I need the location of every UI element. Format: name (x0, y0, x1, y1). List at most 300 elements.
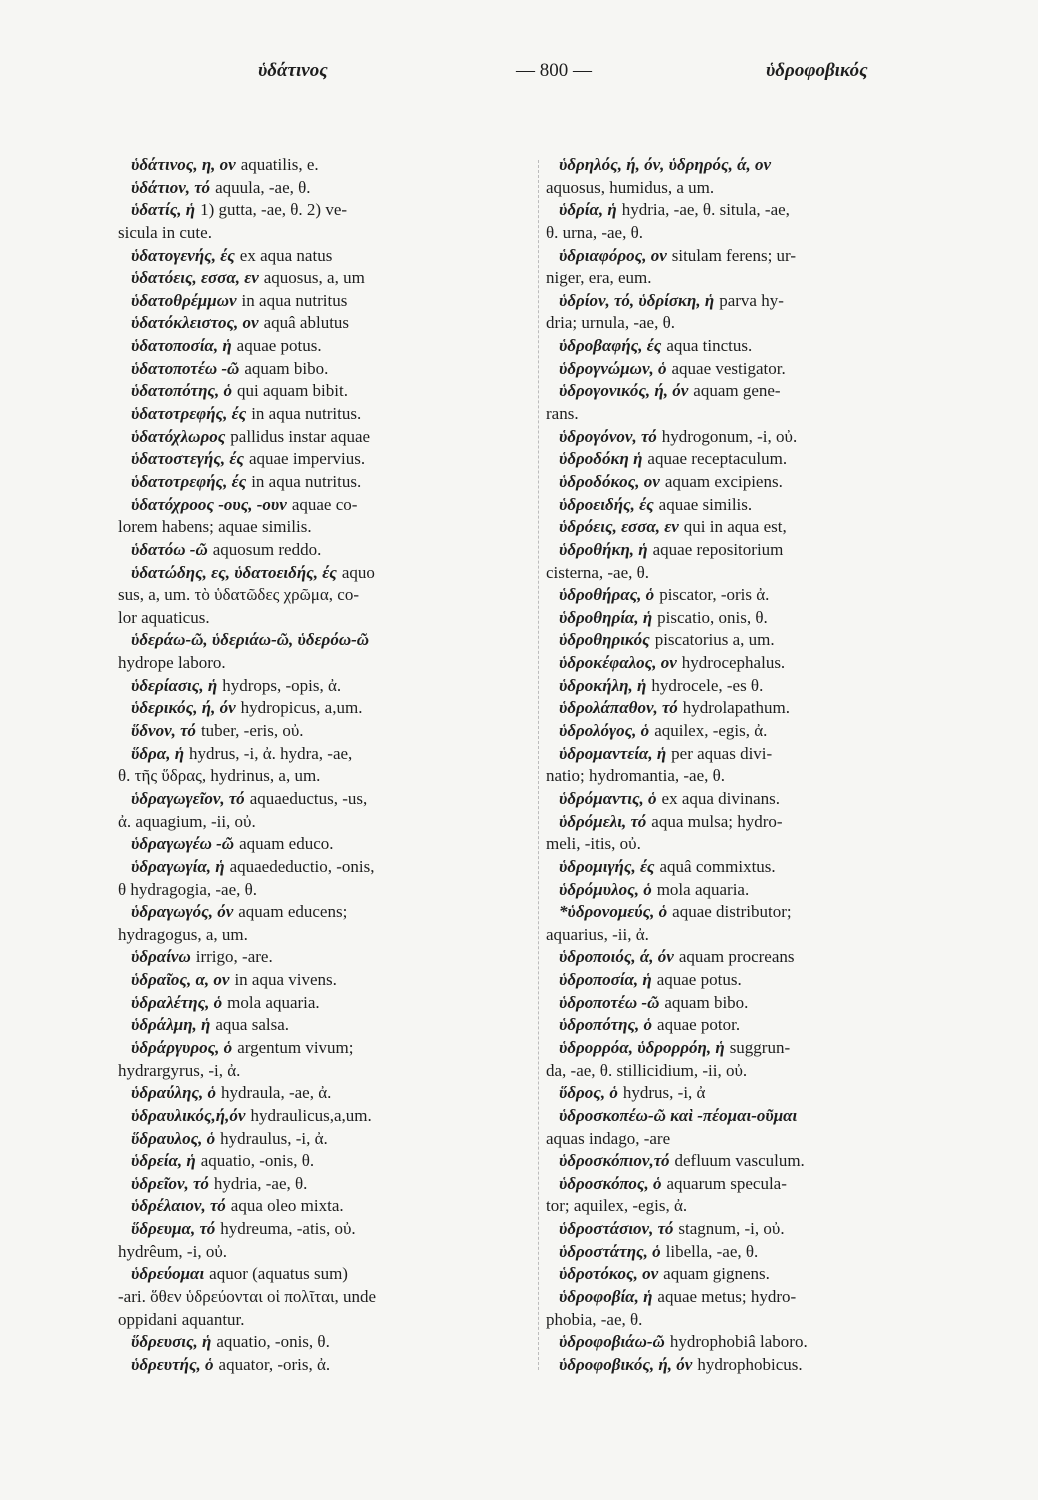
greek-headword: ὑδρία, ἡ (559, 200, 617, 220)
latin-definition: sus, a, um. τὸ ὑδατῶδες χρῶμα, co- (118, 585, 360, 605)
latin-definition: lorem habens; aquae similis. (118, 517, 312, 537)
latin-definition: aqua tinctus. (666, 336, 753, 356)
latin-definition: θ. urna, -ae, θ. (546, 222, 643, 242)
dictionary-entry (118, 1263, 518, 1286)
entry-continuation-line (546, 177, 926, 200)
latin-definition: dria; urnula, -ae, θ. (546, 313, 675, 333)
dictionary-entry (546, 811, 926, 834)
latin-definition: hydreuma, -atis, οὐ. (220, 1219, 356, 1239)
greek-headword: ὑδραγωγός, όν (131, 902, 234, 922)
dictionary-entry (546, 290, 926, 313)
latin-definition: aquam educens; (238, 902, 348, 922)
latin-definition: hydria, -ae, θ. situla, -ae, (621, 200, 790, 220)
latin-definition: qui in aqua est, (683, 517, 787, 537)
entry-continuation-line (546, 924, 926, 947)
latin-definition: aquae repositorium (652, 539, 784, 559)
running-head-last-entry: ὑδροφοβικός (766, 60, 868, 81)
dictionary-entry (118, 743, 518, 766)
latin-definition: hydrocele, -es θ. (651, 675, 764, 695)
greek-headword: ὑδατογενής, ές (131, 245, 235, 265)
dictionary-entry (118, 901, 518, 924)
greek-headword: ὑδροποσία, ἡ (559, 970, 652, 990)
entry-continuation-line (546, 1309, 926, 1332)
dictionary-entry (118, 1218, 518, 1241)
latin-definition: aquaedeductio, -onis, (229, 856, 375, 876)
latin-definition: θ hydragogia, -ae, θ. (118, 879, 258, 899)
latin-definition: natio; hydromantia, -ae, θ. (546, 766, 726, 786)
latin-definition: mola aquaria. (227, 992, 320, 1012)
greek-headword: ὕδραυλος, ὁ (131, 1128, 216, 1148)
dictionary-entry (118, 629, 518, 652)
dictionary-entry (118, 380, 518, 403)
latin-definition: hydrophobiâ laboro. (669, 1332, 808, 1352)
greek-headword: ὑδρομιγής, ές (559, 856, 655, 876)
dictionary-entry (118, 448, 518, 471)
greek-headword: ὑδατόχλωρος (131, 426, 226, 446)
latin-definition: aqua salsa. (215, 1015, 289, 1035)
latin-definition: hydragogus, a, um. (118, 924, 248, 944)
greek-headword: ὑδατοπότης, ὁ (131, 381, 232, 401)
greek-headword: ὑδριαφόρος, ον (559, 245, 667, 265)
greek-headword: ὑδρορρόα, ὑδρορρόη, ἡ (559, 1037, 725, 1057)
latin-definition: hydrophobicus. (697, 1354, 803, 1374)
greek-headword: ὑδραίνω (131, 947, 191, 967)
dictionary-entry (546, 1218, 926, 1241)
greek-headword: ὑδρεῖον, τό (131, 1173, 209, 1193)
latin-definition: aquam gene- (693, 381, 781, 401)
dictionary-entry (546, 448, 926, 471)
dictionary-entry (118, 856, 518, 879)
latin-definition: aquula, -ae, θ. (215, 177, 311, 197)
dictionary-entry (118, 335, 518, 358)
dictionary-entry (546, 245, 926, 268)
dictionary-entry (118, 1014, 518, 1037)
greek-headword: ὕδρα, ἡ (131, 743, 185, 763)
greek-headword: ὑδρόμυλος, ὁ (559, 879, 652, 899)
latin-definition: aquatio, -onis, θ. (200, 1151, 315, 1171)
greek-headword: ὑδροποτέω -ῶ (559, 992, 660, 1012)
latin-definition: aquosum reddo. (212, 539, 322, 559)
entry-continuation-line (546, 222, 926, 245)
entry-continuation-line (546, 267, 926, 290)
latin-definition: aquae receptaculum. (647, 449, 788, 469)
latin-definition: lor aquaticus. (118, 607, 210, 627)
latin-definition: aquae similis. (658, 494, 753, 514)
latin-definition: aquosus, a, um (263, 268, 365, 288)
latin-definition: -ari. ὅθεν ὑδρεύονται οἱ πολῖται, unde (118, 1287, 377, 1307)
latin-definition: argentum vivum; (237, 1037, 354, 1057)
greek-headword: ὑδρολόγος, ὁ (559, 721, 650, 741)
latin-definition: aquae potus. (236, 336, 322, 356)
latin-definition: tor; aquilex, -egis, ἀ. (546, 1196, 688, 1216)
entry-continuation-line (546, 1060, 926, 1083)
dictionary-entry (118, 245, 518, 268)
dictionary-entry (546, 1286, 926, 1309)
dictionary-entry (546, 471, 926, 494)
latin-definition: per aquas divi- (671, 743, 773, 763)
dictionary-entry (118, 471, 518, 494)
dictionary-entry (546, 743, 926, 766)
dictionary-entry (546, 856, 926, 879)
greek-headword: ὑδραγωγεῖον, τό (131, 788, 245, 808)
latin-definition: aquae potus. (656, 970, 742, 990)
latin-definition: aquae vestigator. (671, 358, 786, 378)
latin-definition: ex aqua natus (239, 245, 333, 265)
greek-headword: ὑδραλέτης, ὁ (131, 992, 223, 1012)
latin-definition: defluum vasculum. (674, 1151, 805, 1171)
dictionary-entry (546, 426, 926, 449)
greek-headword: ὑδρίον, τό, ὑδρίσκη, ἡ (559, 290, 715, 310)
latin-definition: meli, -itis, οὐ. (546, 834, 641, 854)
dictionary-entry (118, 177, 518, 200)
dictionary-entry (118, 720, 518, 743)
dictionary-entry (546, 1105, 926, 1128)
greek-headword: ὑδάτινος, η, ον (131, 155, 236, 174)
greek-headword: ὑδρογνώμων, ὁ (559, 358, 667, 378)
latin-definition: tuber, -eris, οὐ. (200, 721, 304, 741)
latin-definition: aquatio, -onis, θ. (216, 1332, 330, 1352)
latin-definition: stagnum, -i, οὐ. (678, 1219, 785, 1239)
running-head-first-entry: ὑδάτινος (258, 60, 328, 81)
greek-headword: ὑδροκήλη, ἡ (559, 675, 647, 695)
entry-continuation-line (546, 833, 926, 856)
greek-headword: ὑδατόκλειστος, ον (131, 313, 259, 333)
dictionary-entry (118, 403, 518, 426)
latin-definition: hydrocephalus. (681, 653, 786, 673)
dictionary-entry (118, 1128, 518, 1151)
greek-headword: ὑδροδόκη ἡ (559, 449, 643, 469)
latin-definition: aquam bibo. (664, 992, 749, 1012)
entry-continuation-line (546, 765, 926, 788)
greek-headword: ὕδρευμα, τό (131, 1219, 216, 1239)
greek-headword: ὑδρευτής, ὁ (131, 1354, 214, 1374)
latin-definition: niger, era, eum. (546, 268, 652, 288)
latin-definition: piscatio, onis, θ. (657, 607, 768, 627)
dictionary-entry (118, 1195, 518, 1218)
dictionary-entry (546, 1241, 926, 1264)
latin-definition: hydraulus, -i, ἀ. (220, 1128, 328, 1148)
greek-headword: ὑδροειδής, ές (559, 494, 654, 514)
latin-definition: piscatorius a, um. (654, 630, 775, 650)
greek-headword: ὑδραγωγέω -ῶ (131, 834, 235, 854)
greek-headword: ὑδατόχροος -ους, -ουν (131, 494, 287, 514)
dictionary-entry (546, 652, 926, 675)
latin-definition: hydraula, -ae, ἀ. (220, 1083, 332, 1103)
dictionary-entry (118, 1150, 518, 1173)
latin-definition: hydrops, -opis, ἀ. (222, 675, 342, 695)
latin-definition: aquarum specula- (666, 1173, 787, 1193)
greek-headword: ὑδρηλός, ή, όν, ὑδρηρός, ά, ον (559, 155, 772, 174)
dictionary-entry (118, 290, 518, 313)
latin-definition: rans. (546, 404, 579, 424)
latin-definition: in aqua nutritus (241, 290, 348, 310)
latin-definition: parva hy- (719, 290, 784, 310)
dictionary-entry (546, 335, 926, 358)
latin-definition: piscator, -oris ἀ. (659, 585, 770, 605)
entry-continuation-line (118, 652, 518, 675)
dictionary-entry (546, 946, 926, 969)
greek-headword: ὑδάτιον, τό (131, 177, 211, 197)
greek-headword: ὑδρόεις, εσσα, εν (559, 517, 679, 537)
greek-headword: ὑδραῖος, α, ον (131, 970, 230, 990)
greek-headword: ὑδροτόκος, ον (559, 1264, 659, 1284)
dictionary-entry (118, 1105, 518, 1128)
entry-continuation-line (118, 1241, 518, 1264)
latin-definition: cisterna, -ae, θ. (546, 562, 650, 582)
dictionary-entry (118, 494, 518, 517)
greek-headword: ὑδραγωγία, ἡ (131, 856, 225, 876)
latin-definition: hydraulicus,a,um. (250, 1105, 372, 1125)
dictionary-entry (118, 539, 518, 562)
greek-headword: ὑδροδόκος, ον (559, 471, 660, 491)
greek-headword: ὑδατοτρεφής, ές (131, 404, 247, 424)
dictionary-entry (118, 562, 518, 585)
latin-definition: suggrun- (729, 1037, 791, 1057)
greek-headword: ὑδρολάπαθον, τό (559, 698, 678, 718)
latin-definition: da, -ae, θ. stillicidium, -ii, οὐ. (546, 1060, 748, 1080)
greek-headword: ὑδατώδης, ες, ὑδατοειδής, ές (131, 562, 337, 582)
greek-headword: ὑδραύλης, ὁ (131, 1083, 216, 1103)
greek-headword: ὑδρεύομαι (131, 1264, 205, 1284)
latin-definition: hydria, -ae, θ. (213, 1173, 308, 1193)
latin-definition: aquatilis, e. (240, 155, 319, 174)
dictionary-entry (546, 584, 926, 607)
entry-continuation-line (118, 1060, 518, 1083)
greek-headword: ὑδατοποσία, ἡ (131, 336, 232, 356)
dictionary-entry (546, 720, 926, 743)
greek-headword: *ὑδρονομεύς, ὁ (559, 902, 668, 922)
dictionary-entry (118, 1173, 518, 1196)
latin-definition: hydrope laboro. (118, 653, 226, 673)
dictionary-entry (546, 1263, 926, 1286)
dictionary-entry (546, 697, 926, 720)
greek-headword: ὑδροβαφής, ές (559, 336, 662, 356)
greek-headword: ὑδατόω -ῶ (131, 539, 208, 559)
dictionary-entry (546, 1150, 926, 1173)
latin-definition: sicula in cute. (118, 222, 212, 242)
entry-continuation-line (118, 765, 518, 788)
greek-headword: ὑδράργυρος, ὁ (131, 1037, 233, 1057)
entry-continuation-line (546, 562, 926, 585)
greek-headword: ὕδρευσις, ἡ (131, 1332, 212, 1352)
entry-continuation-line (118, 924, 518, 947)
greek-headword: ὑδρογονικός, ή, όν (559, 381, 689, 401)
greek-headword: ὑδατίς, ἡ (131, 200, 196, 220)
latin-definition: qui aquam bibit. (237, 381, 348, 401)
latin-definition: in aqua nutritus. (251, 471, 362, 491)
latin-definition: aquam bibo. (244, 358, 329, 378)
dictionary-entry (546, 154, 926, 177)
greek-headword: ὑδροφοβικός, ή, όν (559, 1354, 693, 1374)
latin-definition: in aqua nutritus. (251, 404, 362, 424)
entry-continuation-line (118, 607, 518, 630)
dictionary-entry (546, 539, 926, 562)
latin-definition: irrigo, -are. (195, 947, 273, 967)
dictionary-entry (546, 1173, 926, 1196)
dictionary-entry (118, 697, 518, 720)
latin-definition: hydrolapathum. (682, 698, 790, 718)
latin-definition: aquae co- (291, 494, 358, 514)
dictionary-entry (118, 154, 518, 177)
latin-definition: aquosus, humidus, a um. (546, 177, 715, 197)
entry-continuation-line (118, 584, 518, 607)
entry-continuation-line (118, 879, 518, 902)
greek-headword: ὑδροκέφαλος, ον (559, 653, 677, 673)
latin-definition: aquae impervius. (248, 449, 366, 469)
dictionary-entry (118, 969, 518, 992)
latin-definition: aquam excipiens. (664, 471, 783, 491)
greek-headword: ὑδροθήκη, ἡ (559, 539, 648, 559)
greek-headword: ὑδρέλαιον, τό (131, 1196, 226, 1216)
latin-definition: aquaeductus, -us, (249, 788, 368, 808)
greek-headword: ὑδροσκόπιον,τό (559, 1151, 670, 1171)
dictionary-entry (546, 901, 926, 924)
dictionary-entry (546, 1354, 926, 1377)
dictionary-entry (546, 516, 926, 539)
dictionary-entry (546, 1037, 926, 1060)
dictionary-entry (546, 380, 926, 403)
latin-definition: hydrus, -i, ἀ (622, 1083, 706, 1103)
greek-headword: ὑδραυλικός,ή,όν (131, 1105, 246, 1125)
latin-definition: aquâ ablutus (263, 313, 350, 333)
greek-headword: ὑδροφοβιάω-ῶ (559, 1332, 665, 1352)
greek-headword: ὑδατοποτέω -ῶ (131, 358, 240, 378)
dictionary-entry (118, 1082, 518, 1105)
latin-definition: situlam ferens; ur- (671, 245, 797, 265)
dictionary-entry (118, 199, 518, 222)
latin-definition: mola aquaria. (656, 879, 750, 899)
dictionary-entry (546, 992, 926, 1015)
dictionary-entry (118, 833, 518, 856)
latin-definition: aquam gignens. (663, 1264, 770, 1284)
dictionary-entry (118, 1037, 518, 1060)
entry-continuation-line (546, 403, 926, 426)
greek-headword: ὑδρόμελι, τό (559, 811, 647, 831)
dictionary-entry (546, 969, 926, 992)
entry-continuation-line (118, 516, 518, 539)
latin-definition: aquor (aquatus sum) (209, 1264, 348, 1284)
greek-headword: ὑδροποιός, ά, όν (559, 947, 674, 967)
greek-headword: ὑδροσκόπος, ὁ (559, 1173, 662, 1193)
latin-definition: aquo (341, 562, 375, 582)
latin-definition: aquas indago, -are (546, 1128, 671, 1148)
latin-definition: ex aqua divinans. (661, 788, 781, 808)
dictionary-entry (546, 675, 926, 698)
dictionary-entry (546, 879, 926, 902)
dictionary-entry (546, 607, 926, 630)
entry-continuation-line (118, 1286, 518, 1309)
dictionary-entry (546, 494, 926, 517)
greek-headword: ὑδρόμαντις, ὁ (559, 788, 657, 808)
latin-definition: aquâ commixtus. (659, 856, 776, 876)
dictionary-entry (546, 358, 926, 381)
greek-headword: ὕδνον, τό (131, 721, 196, 741)
latin-definition: ἀ. aquagium, -ii, οὐ. (118, 811, 256, 831)
greek-headword: ὑδρεία, ἡ (131, 1151, 196, 1171)
left-column (118, 154, 518, 1377)
latin-definition: aquilex, -egis, ἀ. (654, 721, 768, 741)
greek-headword: ὑδερίασις, ἡ (131, 675, 218, 695)
page-number: — 800 — (516, 60, 592, 81)
latin-definition: aquae potor. (657, 1015, 741, 1035)
dictionary-entry (118, 788, 518, 811)
latin-definition: θ. τῆς ὕδρας, hydrinus, a, um. (118, 766, 321, 786)
dictionary-entry (118, 992, 518, 1015)
latin-definition: aquae distributor; (672, 902, 792, 922)
greek-headword: ὑδροστάτης, ὁ (559, 1241, 661, 1261)
dictionary-entry (546, 629, 926, 652)
entry-continuation-line (546, 1128, 926, 1151)
latin-definition: in aqua vivens. (234, 970, 337, 990)
greek-headword: ὑδροπότης, ὁ (559, 1015, 653, 1035)
entry-continuation-line (546, 1195, 926, 1218)
dictionary-entry (118, 1331, 518, 1354)
latin-definition: aquae metus; hydro- (657, 1287, 797, 1307)
dictionary-entry (118, 946, 518, 969)
latin-definition: hydrus, -i, ἀ. hydra, -ae, (189, 743, 353, 763)
dictionary-entry (118, 675, 518, 698)
column-divider (538, 160, 539, 1370)
greek-headword: ὑδροστάσιον, τό (559, 1219, 674, 1239)
latin-definition: aquarius, -ii, ἀ. (546, 924, 649, 944)
latin-definition: aqua oleo mixta. (230, 1196, 344, 1216)
dictionary-entry (546, 199, 926, 222)
entry-continuation-line (118, 222, 518, 245)
latin-definition: 1) gutta, -ae, θ. 2) ve- (200, 200, 348, 220)
latin-definition: hydropicus, a,um. (240, 698, 363, 718)
dictionary-entry (118, 358, 518, 381)
latin-definition: hydrogonum, -i, οὐ. (661, 426, 798, 446)
greek-headword: ὕδρος, ὁ (559, 1083, 618, 1103)
greek-headword: ὑδρομαντεία, ἡ (559, 743, 667, 763)
latin-definition: pallidus instar aquae (230, 426, 371, 446)
entry-continuation-line (118, 811, 518, 834)
greek-headword: ὑδράλμη, ἡ (131, 1015, 211, 1035)
greek-headword: ὑδερικός, ή, όν (131, 698, 236, 718)
dictionary-entry (546, 1082, 926, 1105)
latin-definition: aquator, -oris, ἀ. (218, 1354, 331, 1374)
latin-definition: hydrêum, -i, οὐ. (118, 1241, 227, 1261)
latin-definition: oppidani aquantur. (118, 1309, 245, 1329)
greek-headword: ὑδροσκοπέω-ῶ καὶ -πέομαι-οῦμαι (559, 1105, 798, 1125)
greek-headword: ὑδροθηρικός (559, 630, 650, 650)
latin-definition: aquam procreans (678, 947, 795, 967)
greek-headword: ὑδατοστεγής, ές (131, 449, 244, 469)
entry-continuation-line (118, 1309, 518, 1332)
latin-definition: aqua mulsa; hydro- (651, 811, 783, 831)
latin-definition: phobia, -ae, θ. (546, 1309, 643, 1329)
greek-headword: ὑδατόεις, εσσα, εν (131, 268, 259, 288)
greek-headword: ὑδροθηρία, ἡ (559, 607, 653, 627)
greek-headword: ὑδροφοβία, ἡ (559, 1287, 653, 1307)
entry-continuation-line (546, 312, 926, 335)
greek-headword: ὑδροθήρας, ὁ (559, 585, 655, 605)
dictionary-entry (546, 788, 926, 811)
greek-headword: ὑδεράω-ῶ, ὑδεριάω-ῶ, ὑδερόω-ῶ (131, 630, 370, 650)
greek-headword: ὑδρογόνον, τό (559, 426, 657, 446)
dictionary-entry (546, 1331, 926, 1354)
dictionary-entry (118, 426, 518, 449)
right-column (546, 154, 926, 1377)
dictionary-entry (546, 1014, 926, 1037)
greek-headword: ὑδατοθρέμμων (131, 290, 237, 310)
latin-definition: hydrargyrus, -i, ἀ. (118, 1060, 241, 1080)
dictionary-entry (118, 1354, 518, 1377)
greek-headword: ὑδατοτρεφής, ές (131, 471, 247, 491)
latin-definition: aquam educo. (239, 834, 334, 854)
latin-definition: libella, -ae, θ. (665, 1241, 759, 1261)
dictionary-entry (118, 267, 518, 290)
